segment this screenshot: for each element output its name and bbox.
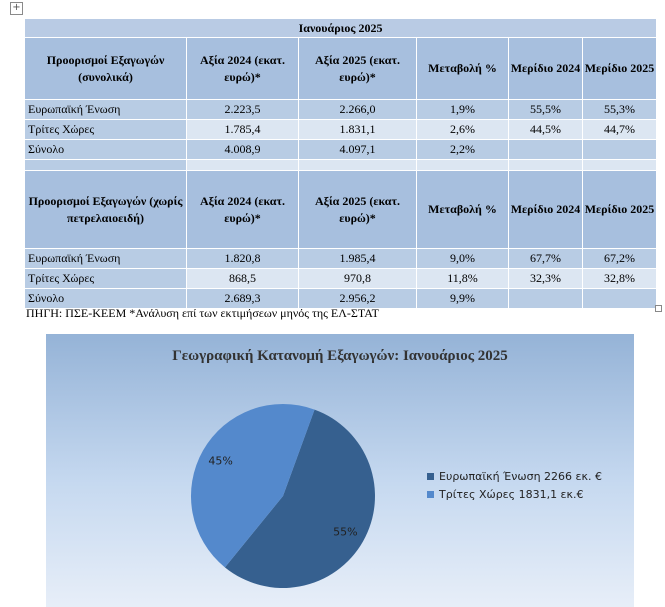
cell-value: 11,8% [417, 269, 509, 289]
exports-table-total [24, 18, 657, 178]
legend-swatch [427, 491, 434, 498]
header-share-2025: Μερίδιο 2025 [583, 171, 657, 249]
cell-value: 55,3% [583, 100, 657, 120]
cell-value: 4.097,1 [299, 140, 417, 160]
cell-value: 2,6% [417, 120, 509, 140]
table-resize-handle[interactable] [655, 305, 662, 312]
row-label: Τρίτες Χώρες [25, 269, 187, 289]
cell-value [509, 140, 583, 160]
cell-value: 32,8% [583, 269, 657, 289]
cell-value: 67,7% [509, 249, 583, 269]
cell-value: 9,9% [417, 289, 509, 309]
header-destinations: Προορισμοί Εξαγωγών (συνολικά) [25, 38, 187, 100]
legend-label: Τρίτες Χώρες 1831,1 εκ.€ [439, 487, 584, 501]
table-row [25, 249, 657, 269]
table-move-handle-icon[interactable]: + [10, 2, 23, 15]
cell-value: 55,5% [509, 100, 583, 120]
header-value-2024: Αξία 2024 (εκατ. ευρώ)* [187, 38, 299, 100]
source-note: ΠΗΓΗ: ΠΣΕ-ΚΕΕΜ *Ανάλυση επί των εκτιμήσεων μηνός της ΕΛ-ΣΤΑΤ [26, 306, 379, 320]
table-row [25, 140, 657, 160]
cell-value [583, 140, 657, 160]
cell-value: 970,8 [299, 269, 417, 289]
table-row [25, 100, 657, 120]
cell-value [509, 289, 583, 309]
legend-swatch [427, 473, 434, 480]
cell-value: 9,0% [417, 249, 509, 269]
row-label: Ευρωπαϊκή Ένωση [25, 249, 187, 269]
header-change: Μεταβολή % [417, 171, 509, 249]
header-destinations: Προορισμοί Εξαγωγών (χωρίς πετρελαιοειδή) [25, 171, 187, 249]
cell-value: 2.956,2 [299, 289, 417, 309]
cell-value: 868,5 [187, 269, 299, 289]
cell-value: 1.985,4 [299, 249, 417, 269]
cell-value [583, 289, 657, 309]
row-label: Σύνολο [25, 140, 187, 160]
cell-value: 32,3% [509, 269, 583, 289]
legend-item-third-countries [427, 485, 602, 503]
chart-title: Γεωγραφική Κατανομή Εξαγωγών: Ιανουάριος 2025 [172, 348, 508, 364]
table-title: Ιανουάριος 2025 [25, 19, 657, 38]
cell-value: 1.820,8 [187, 249, 299, 269]
cell-value: 1,9% [417, 100, 509, 120]
slice-label-third-countries: 45% [208, 454, 233, 468]
cell-value: 4.008,9 [187, 140, 299, 160]
header-value-2025: Αξία 2025 (εκατ. ευρώ)* [299, 38, 417, 100]
row-label: Σύνολο [25, 289, 187, 309]
legend-label: Ευρωπαϊκή Ένωση 2266 εκ. € [439, 469, 602, 483]
cell-value: 2,2% [417, 140, 509, 160]
cell-value: 2.266,0 [299, 100, 417, 120]
header-value-2025: Αξία 2025 (εκατ. ευρώ)* [299, 171, 417, 249]
cell-value: 67,2% [583, 249, 657, 269]
cell-value: 1.831,1 [299, 120, 417, 140]
cell-value: 44,5% [509, 120, 583, 140]
pie-chart-container[interactable] [46, 334, 634, 607]
row-label: Ευρωπαϊκή Ένωση [25, 100, 187, 120]
cell-value: 1.785,4 [187, 120, 299, 140]
slice-label-eu: 55% [333, 525, 358, 539]
row-label: Τρίτες Χώρες [25, 120, 187, 140]
cell-value: 2.223,5 [187, 100, 299, 120]
cell-value: 44,7% [583, 120, 657, 140]
exports-table-excl-oil [24, 170, 657, 309]
header-share-2024: Μερίδιο 2024 [509, 171, 583, 249]
header-value-2024: Αξία 2024 (εκατ. ευρώ)* [187, 171, 299, 249]
table-row [25, 269, 657, 289]
table-row [25, 120, 657, 140]
header-share-2024: Μερίδιο 2024 [509, 38, 583, 100]
chart-legend [427, 467, 602, 503]
cell-value: 2.689,3 [187, 289, 299, 309]
header-share-2025: Μερίδιο 2025 [583, 38, 657, 100]
legend-item-eu [427, 467, 602, 485]
header-change: Μεταβολή % [417, 38, 509, 100]
